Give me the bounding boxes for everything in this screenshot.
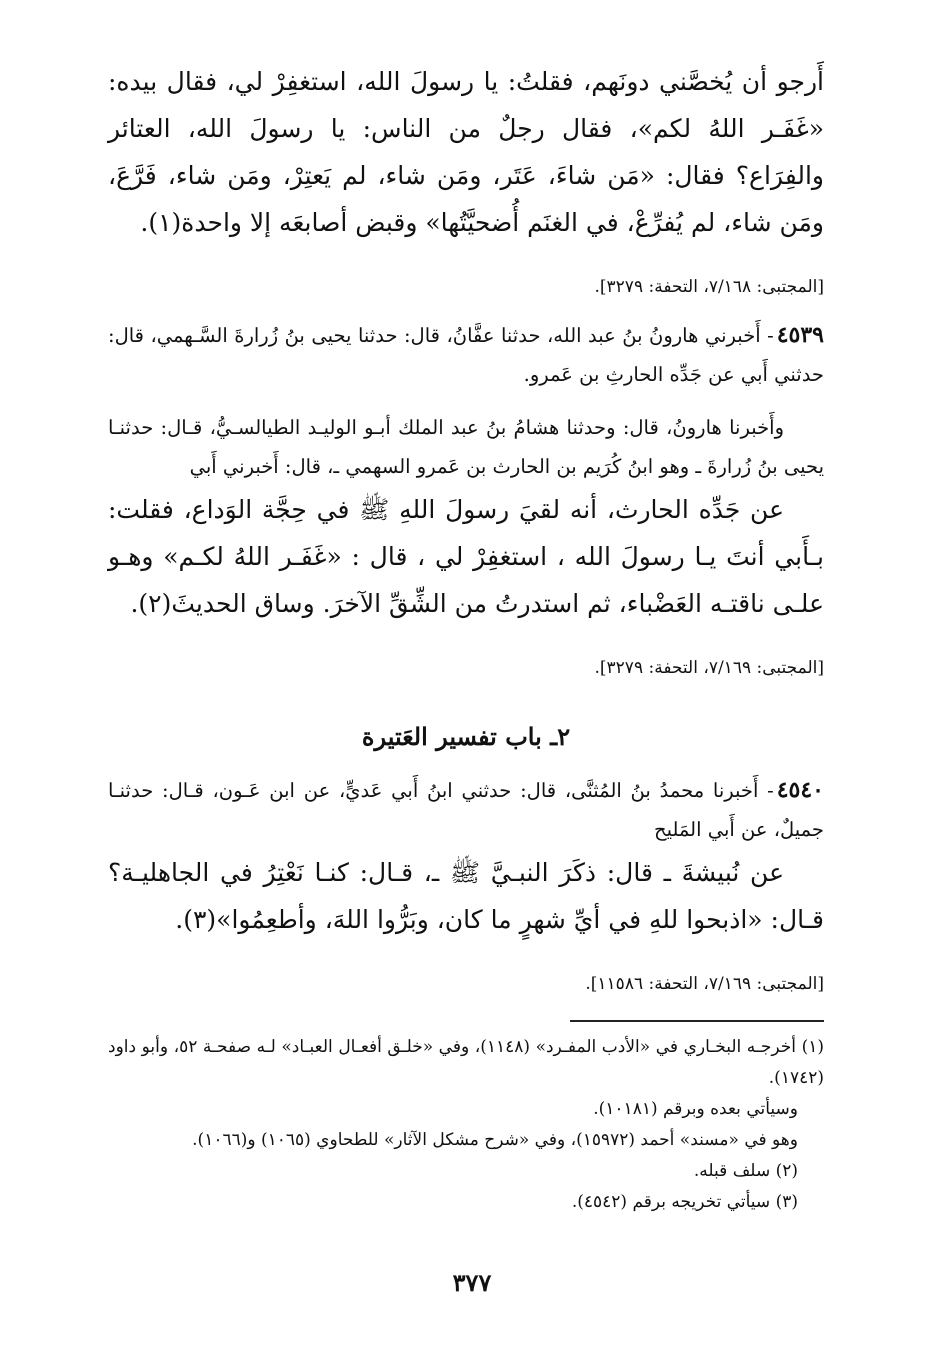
footnotes xyxy=(108,1032,824,1218)
hadith-4539-chain-second: وأَخبرنا هارونُ، قال: وحدثنا هشامُ بنُ عبد الملك أبـو الوليـد الطيالسـيُّ، قـال: حدثنـا يحيى بنُ زُرارةَ ـ وهو ابنُ كُرَيم بن الحارث بن عَمرو السهمي ـ، قال: أَخبرني أَبي xyxy=(108,416,824,478)
hadith-text-continued: أَرجو أن يُخصَّني دونَهم، فقلتُ: يا رسولَ الله، استغفِرْ لي، فقال بيده: «غَفَـر اللهُ لكم»، فقال رجلٌ من الناس: يا رسولَ الله، العتائر والفِرَاع؟ فقال: «مَن شاءَ، عَتَر، ومَن شاء، لم يَعتِرْ، ومَن شاء، فَرَّعَ، ومَن شاء، لم يُفرِّعْ، في الغنَم أُضحيَّتُها» وقبض أصابعَه إلا واحدة(١). xyxy=(108,67,825,237)
reference-note: [المجتبى: ٧/١٦٩، التحفة: ٣٢٧٩]. xyxy=(594,658,824,678)
footnote-1-continued: وهو في «مسند» أحمد (١٥٩٧٢)، وفي «شرح مشكل الآثار» للطحاوي (١٠٦٥) و(١٠٦٦). xyxy=(192,1130,798,1150)
hadith-4539-matn: عن جَدِّه الحارث، أنه لقيَ رسولَ اللهِ ﷺ في حِجَّة الوَداع، فقلت: بـأَبي أنتَ يـا رسولَ الله ، استغفِرْ لي ، قال : «غَفَـر اللهُ لكـم» وهـو علـى ناقتـه العَضْباء، ثم استدرتُ من الشِّقِّ الآخرَ. وساق الحديثَ(٢). xyxy=(108,495,824,618)
isnad-text: - أَخبرني هارونُ بنُ عبد الله، حدثنا عفَّانُ، قال: حدثنا يحيى بنُ زُرارةَ السَّـهمي، قال: حدثني أَبي عن جَدِّه الحارثِ بن عَمرو. xyxy=(108,324,824,386)
footnote-3: (٣) سيأتي تخريجه برقم (٤٥٤٢). xyxy=(571,1192,798,1212)
page-body xyxy=(108,58,824,999)
footnote-1-continued: وسيأتي بعده وبرقم (١٠١٨١). xyxy=(593,1099,798,1119)
reference-note: [المجتبى: ٧/١٦٨، التحفة: ٣٢٧٩]. xyxy=(594,277,824,297)
footnote-1: (١) أخرجـه البخـاري في «الأدب المفـرد» (١١٤٨)، وفي «خلـق أفعـال العبـاد» لـه صفحـة ٥٢، وأبو داود (١٧٤٢). xyxy=(108,1037,824,1088)
hadith-4539-chain xyxy=(108,316,824,394)
hadith-number: ٤٥٣٩ xyxy=(776,322,824,348)
footnote-separator xyxy=(570,1020,824,1022)
isnad-text: - أَخبرنا محمدُ بنُ المُثنَّى، قال: حدثني ابنُ أَبي عَديٍّ، عن ابن عَـون، قـال: حدثنـا جميلٌ، عن أَبي المَليح xyxy=(108,779,824,841)
reference-note: [المجتبى: ٧/١٦٩، التحفة: ١١٥٨٦]. xyxy=(585,974,824,994)
chapter-title: ٢ـ باب تفسير العَتيرة xyxy=(361,722,571,751)
hadith-4540-chain xyxy=(108,771,824,849)
hadith-4540-matn: عن نُبيشةَ ـ قال: ذكَرَ النبـيَّ ﷺ ـ، قـال: كنـا نَعْتِرُ في الجاهليـة؟ قـال: «اذبحوا للهِ في أيِّ شهرٍ ما كان، وبَرُّوا اللهَ، وأطعِمُوا»(٣). xyxy=(108,858,824,934)
footnote-2: (٢) سلف قبله. xyxy=(693,1161,798,1181)
page-number: ٣٧٧ xyxy=(452,1268,492,1297)
hadith-number: ٤٥٤٠ xyxy=(776,777,824,803)
